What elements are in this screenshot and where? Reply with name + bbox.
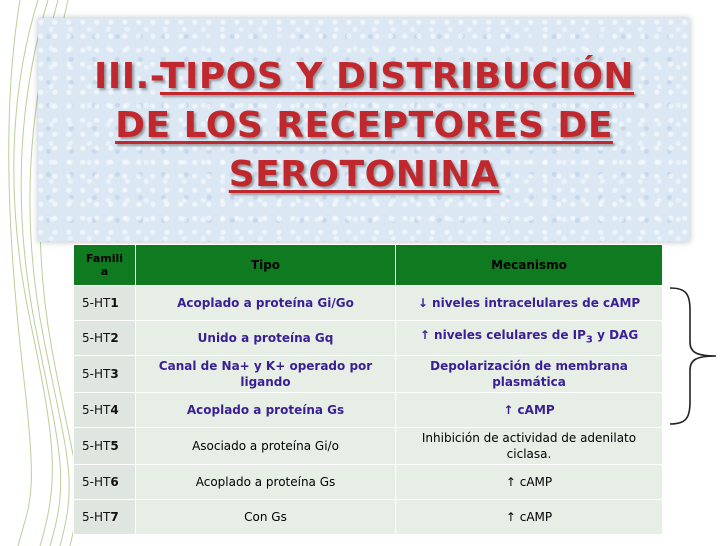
header-mecanismo: Mecanismo	[396, 245, 663, 286]
mecanismo-cell: Inhibición de actividad de adenilato ciclasa.	[396, 428, 663, 465]
table-row	[74, 356, 663, 393]
title-line-1: TIPOS Y DISTRIBUCIÓN	[159, 56, 635, 97]
receptor-table	[73, 244, 663, 535]
mecanismo-cell: ↑ cAMP	[396, 465, 663, 500]
mecanismo-cell: ↑ cAMP	[396, 393, 663, 428]
header-familia: Famili a	[74, 245, 136, 286]
familia-cell: 5-HT1	[74, 286, 136, 321]
title-prefix: III.-	[93, 56, 160, 97]
title-line-3: SEROTONINA	[228, 154, 500, 195]
title-line-2: DE LOS RECEPTORES DE	[115, 105, 613, 146]
table-header-row	[74, 245, 663, 286]
mecanismo-cell: Depolarización de membrana plasmática	[396, 356, 663, 393]
familia-cell: 5-HT3	[74, 356, 136, 393]
table-row	[74, 286, 663, 321]
page-title	[38, 52, 690, 199]
tipo-cell: Asociado a proteína Gi/o	[136, 428, 396, 465]
familia-cell: 5-HT4	[74, 393, 136, 428]
table-row	[74, 321, 663, 356]
table-row	[74, 393, 663, 428]
tipo-cell: Unido a proteína Gq	[136, 321, 396, 356]
mecanismo-cell: ↑ niveles celulares de $IP_3$ y DAG	[396, 321, 663, 356]
familia-cell: 5-HT6	[74, 465, 136, 500]
table-row	[74, 465, 663, 500]
tipo-cell: Canal de Na+ y K+ operado por ligando	[136, 356, 396, 393]
familia-cell: 5-HT7	[74, 500, 136, 535]
mecanismo-cell: ↑ cAMP	[396, 500, 663, 535]
familia-cell: 5-HT5	[74, 428, 136, 465]
table-row	[74, 428, 663, 465]
right-brace-icon	[664, 284, 724, 428]
mecanismo-cell: ↓ niveles intracelulares de cAMP	[396, 286, 663, 321]
tipo-cell: Acoplado a proteína Gs	[136, 465, 396, 500]
tipo-cell: Acoplado a proteína Gi/Go	[136, 286, 396, 321]
tipo-cell: Con Gs	[136, 500, 396, 535]
header-tipo: Tipo	[136, 245, 396, 286]
tipo-cell: Acoplado a proteína Gs	[136, 393, 396, 428]
familia-cell: 5-HT2	[74, 321, 136, 356]
table-row	[74, 500, 663, 535]
